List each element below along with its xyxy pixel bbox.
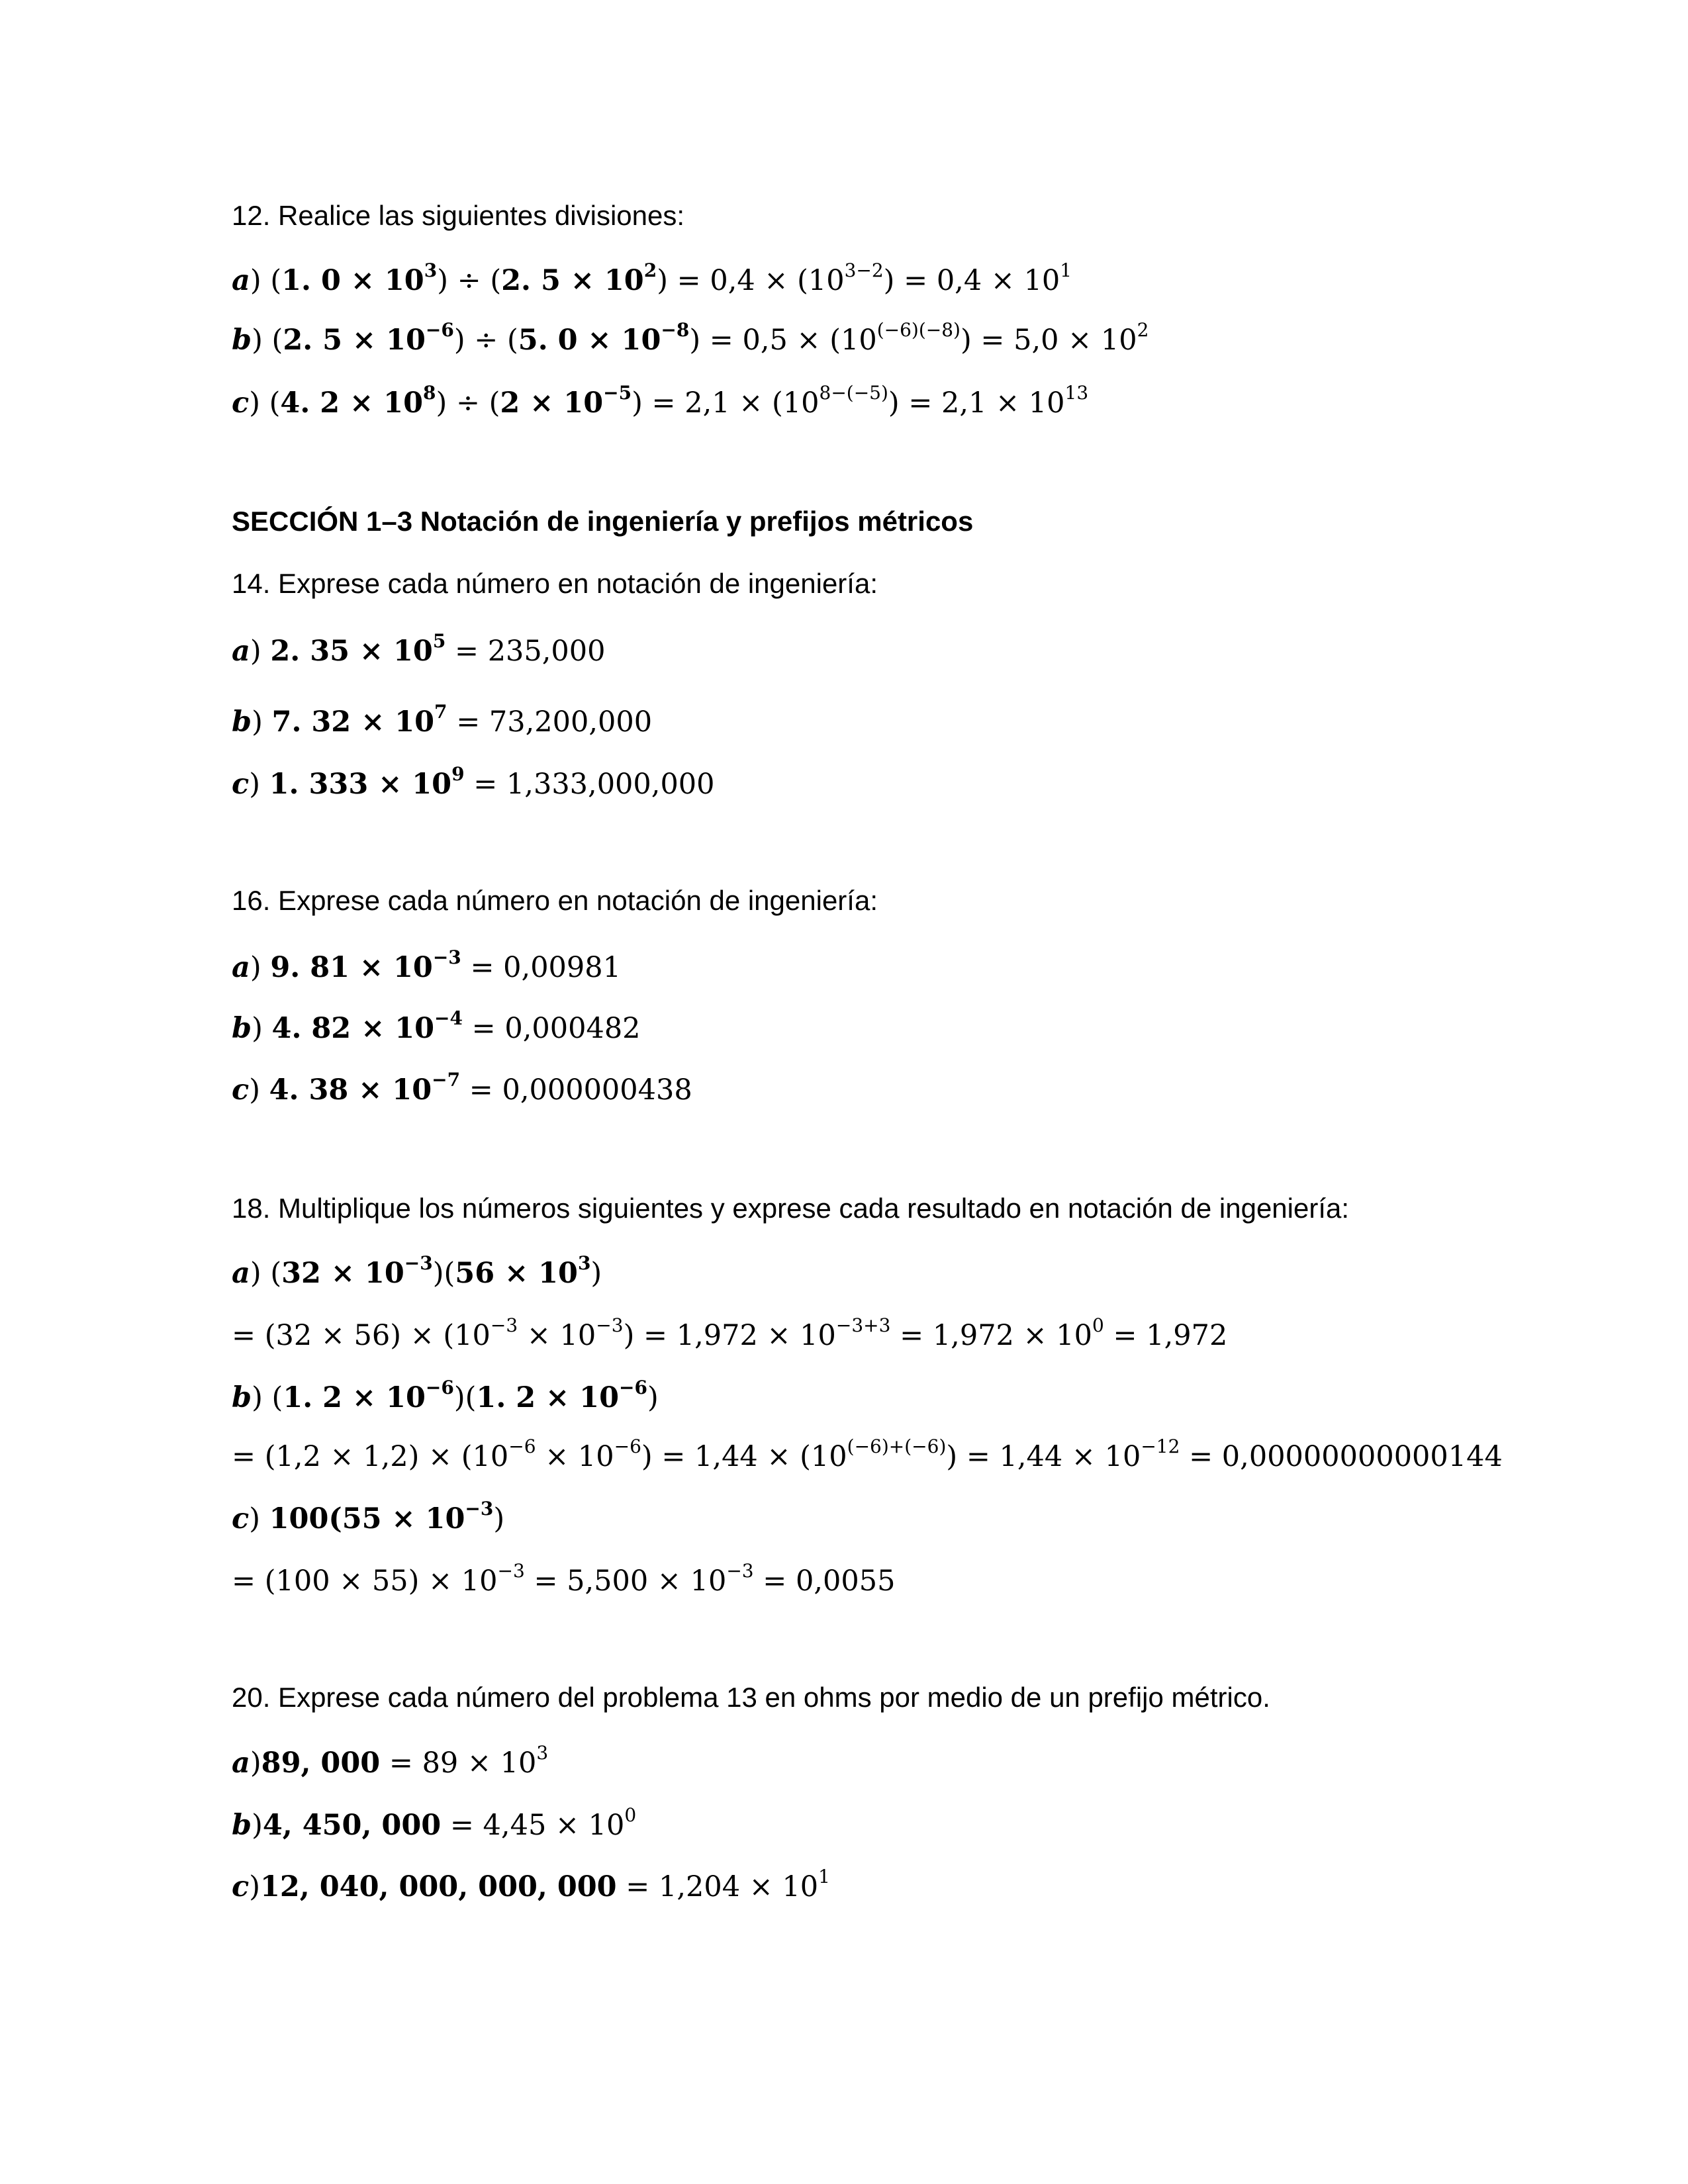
math-segment: 12, 040, 000, 000, 000 <box>259 1870 617 1903</box>
math-segment: b <box>232 1012 252 1045</box>
math-segment: ) <box>249 1870 260 1903</box>
math-segment: = (100 × 55) × 10 <box>232 1565 498 1598</box>
math-segment: ) ( <box>249 387 281 420</box>
math-exponent: −6 <box>614 1435 641 1457</box>
math-exponent: −3 <box>726 1560 754 1582</box>
math-segment: ) <box>250 635 271 668</box>
math-segment: = 1,333,000,000 <box>464 768 715 801</box>
math-exponent: 3 <box>536 1742 549 1764</box>
math-exponent: −3 <box>490 1314 518 1336</box>
problem-14a <box>232 632 606 666</box>
math-segment: ) <box>252 1012 272 1045</box>
math-exponent: −6 <box>425 319 454 341</box>
math-segment: ) <box>647 1381 659 1414</box>
math-exponent: 2 <box>643 259 657 281</box>
math-exponent: −3 <box>497 1560 525 1582</box>
math-segment: 56 × 10 <box>455 1257 578 1290</box>
math-exponent: 3 <box>577 1252 591 1274</box>
math-segment: 2. 5 × 10 <box>283 324 426 357</box>
math-exponent: 0 <box>624 1804 637 1826</box>
math-exponent: −3 <box>404 1252 433 1274</box>
problem-12c <box>232 384 1088 418</box>
problem-12b <box>232 321 1149 355</box>
math-segment: a <box>232 264 250 297</box>
math-exponent: −3+3 <box>835 1314 891 1336</box>
math-segment: 9. 81 × 10 <box>270 951 433 984</box>
math-segment: c <box>232 768 250 801</box>
math-segment: = 0,00000000000144 <box>1180 1440 1503 1473</box>
math-segment: × 10 <box>518 1319 596 1352</box>
math-segment: 1. 0 × 10 <box>281 264 424 297</box>
math-segment: ) = 0,4 × 10 <box>883 264 1060 297</box>
math-exponent: −6 <box>425 1377 454 1398</box>
math-segment: 4, 450, 000 <box>262 1809 442 1842</box>
math-exponent: 9 <box>451 763 465 785</box>
math-exponent: −5 <box>603 382 632 404</box>
problem-20c <box>232 1868 830 1901</box>
problem-14b <box>232 703 652 737</box>
math-segment: 89, 000 <box>261 1747 381 1780</box>
math-exponent: 1 <box>818 1866 830 1888</box>
section-heading: SECCIÓN 1–3 Notación de ingeniería y prefijos métricos <box>232 506 974 537</box>
math-segment: = 73,200,000 <box>447 705 653 739</box>
math-segment: = 1,204 × 10 <box>616 1870 819 1903</box>
problem-20a <box>232 1744 548 1778</box>
math-segment: ) <box>249 1073 269 1107</box>
math-exponent: 2 <box>1137 319 1149 341</box>
math-segment: c <box>232 387 250 420</box>
math-segment: × 10 <box>536 1440 614 1473</box>
math-exponent: −4 <box>434 1007 463 1029</box>
problem-14-heading: 14. Exprese cada número en notación de ingeniería: <box>232 568 878 599</box>
math-segment: = 89 × 10 <box>380 1747 537 1780</box>
math-segment: b <box>232 1809 252 1842</box>
math-exponent: −3 <box>432 946 461 968</box>
math-segment: 2. 5 × 10 <box>501 264 644 297</box>
math-segment: = 1,972 × 10 <box>890 1319 1093 1352</box>
math-segment: ) ( <box>252 324 283 357</box>
math-exponent: (−6)+(−6) <box>847 1435 947 1457</box>
math-segment: ) = 5,0 × 10 <box>960 324 1137 357</box>
math-segment: 5. 0 × 10 <box>518 324 661 357</box>
math-segment: 4. 38 × 10 <box>269 1073 432 1107</box>
math-segment: ) ÷ ( <box>437 264 502 297</box>
problem-18-heading: 18. Multiplique los números siguientes y exprese cada resultado en notación de ingeniería: <box>232 1193 1350 1224</box>
problem-18c-solution <box>232 1562 895 1596</box>
math-segment: ) = 1,44 × (10 <box>641 1440 847 1473</box>
problem-18a <box>232 1254 602 1288</box>
math-segment: ) ( <box>250 264 282 297</box>
math-segment: = 0,000482 <box>463 1012 641 1045</box>
problem-20b <box>232 1806 636 1840</box>
math-segment: ) = 0,5 × (10 <box>689 324 877 357</box>
math-segment: ) = 2,1 × 10 <box>888 387 1065 420</box>
math-segment: a <box>232 1257 250 1290</box>
math-segment: 4. 82 × 10 <box>271 1012 435 1045</box>
problem-18a-solution <box>232 1316 1227 1350</box>
math-segment: = (32 × 56) × (10 <box>232 1319 491 1352</box>
problem-16b <box>232 1009 641 1043</box>
math-segment: 1. 2 × 10 <box>476 1381 620 1414</box>
math-exponent: (−6)(−8) <box>876 319 961 341</box>
math-segment: b <box>232 324 252 357</box>
math-exponent: 0 <box>1092 1314 1104 1336</box>
math-segment: 7. 32 × 10 <box>271 705 435 739</box>
math-segment: )( <box>432 1257 455 1290</box>
math-segment: 1. 2 × 10 <box>283 1381 426 1414</box>
math-exponent: −7 <box>432 1069 461 1091</box>
math-exponent: 13 <box>1064 382 1089 404</box>
math-segment: = 0,000000438 <box>460 1073 692 1107</box>
math-segment: = 0,0055 <box>753 1565 896 1598</box>
problem-20-heading: 20. Exprese cada número del problema 13 en ohms por medio de un prefijo métrico. <box>232 1682 1270 1713</box>
math-exponent: 7 <box>434 701 447 723</box>
problem-12a <box>232 261 1072 295</box>
math-segment: ) ÷ ( <box>436 387 500 420</box>
math-segment: ) = 0,4 × (10 <box>657 264 845 297</box>
math-segment: ) ( <box>250 1257 282 1290</box>
math-exponent: 3−2 <box>844 259 884 281</box>
math-segment: ) = 2,1 × (10 <box>632 387 820 420</box>
math-segment: = (1,2 × 1,2) × (10 <box>232 1440 509 1473</box>
math-segment: 2 × 10 <box>500 387 604 420</box>
math-segment: ) <box>249 1502 269 1535</box>
problem-12-heading: 12. Realice las siguientes divisiones: <box>232 200 685 231</box>
math-segment: 100(55 × 10 <box>269 1502 465 1535</box>
math-exponent: −6 <box>619 1377 647 1398</box>
math-segment: = 5,500 × 10 <box>524 1565 727 1598</box>
problem-18b <box>232 1379 659 1412</box>
math-segment: 32 × 10 <box>281 1257 404 1290</box>
math-segment: 4. 2 × 10 <box>280 387 424 420</box>
math-segment: ) <box>250 951 271 984</box>
math-segment: a <box>232 635 250 668</box>
math-segment: ) = 1,972 × 10 <box>623 1319 836 1352</box>
math-segment: = 0,00981 <box>461 951 621 984</box>
math-segment: a <box>232 951 250 984</box>
math-segment: 2. 35 × 10 <box>270 635 433 668</box>
problem-16c <box>232 1071 692 1105</box>
math-exponent: −3 <box>596 1314 624 1336</box>
problem-16a <box>232 948 621 982</box>
math-exponent: 8 <box>423 382 436 404</box>
problem-14c <box>232 765 715 799</box>
math-segment: ) <box>249 768 269 801</box>
math-segment: 1. 333 × 10 <box>269 768 452 801</box>
math-segment: ) <box>250 1747 261 1780</box>
math-segment: c <box>232 1073 250 1107</box>
math-segment: ) <box>590 1257 602 1290</box>
math-segment: ) ( <box>252 1381 283 1414</box>
math-exponent: −8 <box>661 319 690 341</box>
math-exponent: 5 <box>432 630 446 652</box>
math-segment: )( <box>453 1381 477 1414</box>
math-segment: = 235,000 <box>445 635 606 668</box>
math-segment: c <box>232 1502 250 1535</box>
math-segment: ) <box>252 1809 263 1842</box>
math-exponent: −12 <box>1141 1435 1180 1457</box>
math-segment: = 1,972 <box>1103 1319 1228 1352</box>
math-exponent: 8−(−5) <box>819 382 888 404</box>
math-segment: ) <box>493 1502 505 1535</box>
math-segment: = 4,45 × 10 <box>441 1809 625 1842</box>
problem-18c <box>232 1500 504 1533</box>
math-segment: ) ÷ ( <box>453 324 518 357</box>
math-segment: b <box>232 1381 252 1414</box>
math-segment: ) <box>252 705 272 739</box>
math-exponent: 3 <box>424 259 438 281</box>
math-segment: a <box>232 1747 250 1780</box>
math-segment: c <box>232 1870 250 1903</box>
math-segment: ) = 1,44 × 10 <box>946 1440 1141 1473</box>
math-exponent: −3 <box>465 1498 494 1520</box>
math-segment: b <box>232 705 252 739</box>
problem-16-heading: 16. Exprese cada número en notación de ingeniería: <box>232 885 878 916</box>
math-exponent: −6 <box>508 1435 536 1457</box>
math-exponent: 1 <box>1060 259 1072 281</box>
problem-18b-solution <box>232 1437 1503 1471</box>
